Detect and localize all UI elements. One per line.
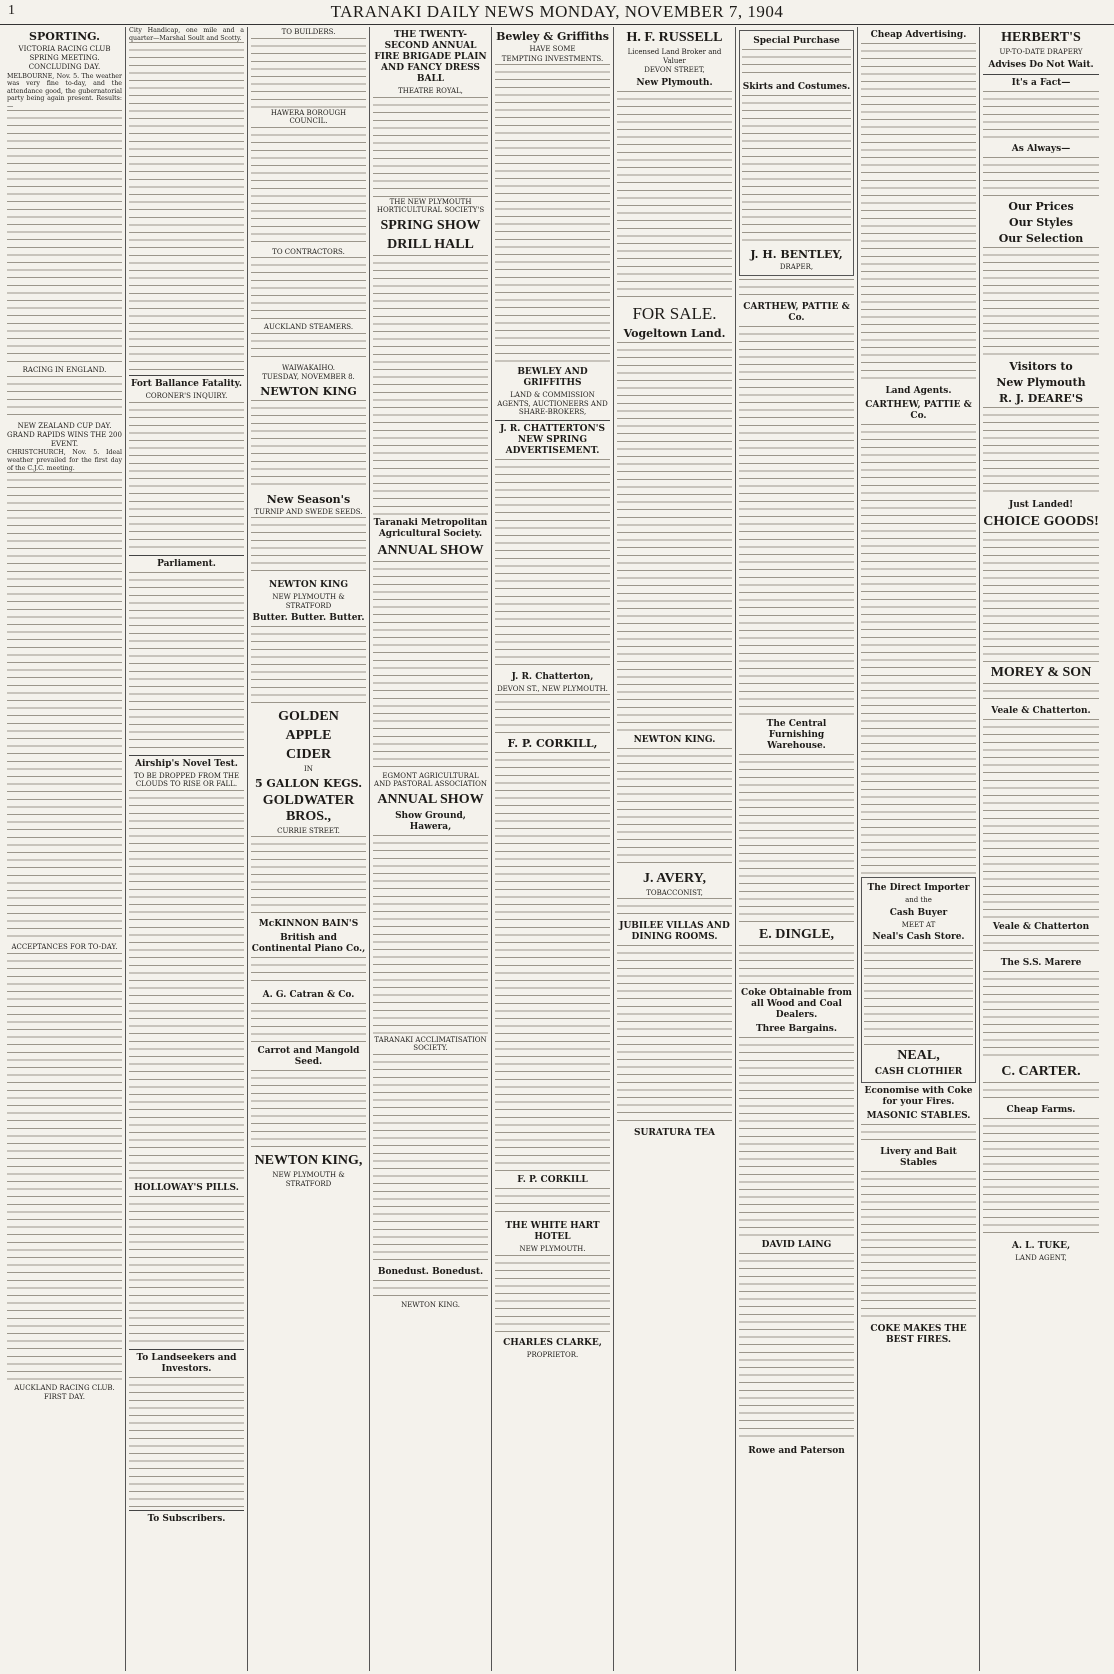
article-heading: NEW ZEALAND CUP DAY. bbox=[17, 421, 112, 430]
illegible-text-block bbox=[251, 127, 366, 247]
illegible-text-block bbox=[373, 1054, 488, 1264]
ad-subheading: EGMONT AGRICULTURAL AND PASTORAL ASSOCIATION bbox=[374, 771, 487, 788]
illegible-text-block bbox=[495, 752, 610, 1172]
illegible-text-block bbox=[495, 694, 610, 734]
ad-subheading: and the bbox=[905, 896, 932, 904]
ad-heading: Advises Do Not Wait. bbox=[988, 59, 1094, 70]
column-9 bbox=[980, 27, 1102, 1671]
ad-heading: Taranaki Metropolitan Agricultural Society. bbox=[373, 517, 488, 539]
illegible-text-block bbox=[251, 626, 366, 706]
illegible-text-block bbox=[983, 1082, 1099, 1102]
ad-heading: HAWERA BOROUGH COUNCIL. bbox=[270, 108, 347, 125]
illegible-text-block bbox=[983, 157, 1099, 197]
ad-heading: DAVID LAING bbox=[761, 1239, 832, 1250]
ad-heading: JUBILEE VILLAS AND DINING ROOMS. bbox=[619, 921, 730, 942]
divider bbox=[129, 375, 244, 376]
ad-subheading: NEW PLYMOUTH. bbox=[519, 1245, 586, 1253]
ad-heading: NEWTON KING. bbox=[633, 734, 716, 745]
ad-heading: Livery and Bait Stables bbox=[880, 1147, 957, 1168]
illegible-text-block bbox=[861, 43, 976, 383]
ad-heading: New Season's bbox=[266, 492, 351, 506]
ad-heading: SURATURA TEA bbox=[634, 1128, 715, 1138]
ad-heading: J. R. CHATTERTON'S NEW SPRING ADVERTISEMENT. bbox=[499, 423, 605, 456]
illegible-text-block bbox=[251, 836, 366, 916]
ad-heading: COKE MAKES THE BEST FIRES. bbox=[870, 1324, 967, 1345]
ad-heading: New Plymouth bbox=[996, 375, 1086, 389]
illegible-text-block bbox=[864, 945, 973, 1045]
illegible-text-block bbox=[129, 1196, 244, 1346]
illegible-text-block bbox=[983, 683, 1099, 703]
ad-subheading: LAND & COMMISSION AGENTS, AUCTIONEERS AND SHARE-BROKERS, bbox=[497, 391, 608, 416]
ad-heading: THE WHITE HART HOTEL bbox=[505, 1221, 600, 1242]
ad-heading: Special Purchase bbox=[753, 36, 840, 46]
illegible-text-block bbox=[129, 1377, 244, 1507]
divider bbox=[983, 74, 1099, 75]
ad-heading: British and Continental Piano Co., bbox=[251, 933, 366, 954]
ad-heading: CIDER bbox=[285, 747, 332, 762]
ad-heading: MOREY & SON bbox=[990, 664, 1092, 680]
illegible-text-block bbox=[251, 1070, 366, 1150]
ad-subheading: PROPRIETOR. bbox=[526, 1350, 579, 1359]
ad-heading: R. J. DEARE'S bbox=[998, 391, 1084, 405]
columns bbox=[0, 25, 1114, 1671]
ad-subheading: DEVON ST., NEW PLYMOUTH. bbox=[497, 684, 608, 693]
article-subheading: CORONER'S INQUIRY. bbox=[145, 392, 228, 401]
column-6 bbox=[614, 27, 736, 1671]
ad-heading: Three Bargains. bbox=[755, 1023, 838, 1034]
ad-heading: F. P. CORKILL, bbox=[507, 737, 598, 750]
illegible-text-block bbox=[7, 376, 122, 421]
article-subheading: FIRST DAY. bbox=[44, 1393, 85, 1402]
article-heading: HOLLOWAY'S PILLS. bbox=[134, 1182, 239, 1193]
ad-heading: Coke Obtainable from all Wood and Coal Dealers. bbox=[741, 987, 852, 1020]
illegible-text-block bbox=[739, 279, 854, 299]
illegible-text-block bbox=[373, 835, 488, 1035]
ad-subheading: TUESDAY, NOVEMBER 8. bbox=[262, 373, 355, 381]
ad-heading: ANNUAL SHOW bbox=[377, 791, 484, 807]
illegible-text-block bbox=[617, 342, 732, 732]
ad-subheading: CURRIE STREET. bbox=[277, 826, 340, 835]
illegible-text-block bbox=[251, 38, 366, 108]
article-heading: Fort Ballance Fatality. bbox=[131, 379, 242, 390]
ad-heading: NEWTON KING bbox=[260, 384, 357, 398]
ad-heading: Cash Buyer bbox=[889, 907, 948, 918]
ad-heading: C. CARTER. bbox=[1001, 1063, 1081, 1079]
ad-subheading: THE NEW PLYMOUTH HORTICULTURAL SOCIETY'S bbox=[376, 197, 485, 214]
ad-heading: SPRING SHOW bbox=[380, 217, 481, 233]
ad-heading: TO BUILDERS. bbox=[281, 28, 336, 36]
illegible-text-block bbox=[373, 255, 488, 515]
ad-heading: ANNUAL SHOW bbox=[377, 542, 484, 558]
ad-heading: Cheap Advertising. bbox=[870, 30, 967, 40]
ad-heading: F. P. CORKILL bbox=[517, 1175, 588, 1185]
article-heading: Parliament. bbox=[157, 558, 216, 569]
ad-heading: J. R. Chatterton, bbox=[511, 671, 594, 682]
ad-heading: HERBERT'S bbox=[1001, 30, 1081, 45]
ad-subheading: HAVE SOME bbox=[529, 45, 576, 53]
ad-heading: Vogeltown Land. bbox=[623, 326, 726, 340]
illegible-text-block bbox=[129, 402, 244, 552]
ad-heading: It's a Fact— bbox=[1011, 77, 1071, 88]
ad-heading: The Central Furnishing Warehouse. bbox=[766, 718, 827, 751]
illegible-text-block bbox=[129, 572, 244, 752]
ad-heading: AUCKLAND STEAMERS. bbox=[263, 323, 354, 331]
ad-heading: McKINNON BAIN'S bbox=[258, 919, 359, 929]
article-heading: Airship's Novel Test. bbox=[135, 758, 238, 769]
illegible-text-block bbox=[251, 517, 366, 577]
ad-heading: Carrot and Mangold Seed. bbox=[257, 1046, 360, 1067]
column-4 bbox=[370, 27, 492, 1671]
ad-heading: TO CONTRACTORS. bbox=[272, 247, 345, 256]
column-7 bbox=[736, 27, 858, 1671]
ad-subheading: THEATRE ROYAL, bbox=[398, 87, 463, 95]
ad-heading: Visitors to bbox=[1009, 359, 1073, 373]
ad-heading: E. DINGLE, bbox=[758, 926, 835, 942]
ad-heading: GOLDWATER BROS., bbox=[262, 792, 355, 824]
illegible-text-block bbox=[983, 532, 1099, 662]
illegible-text-block bbox=[861, 1171, 976, 1321]
ad-heading: J. H. BENTLEY, bbox=[750, 248, 843, 261]
ad-subheading: TEMPTING INVESTMENTS. bbox=[501, 54, 604, 63]
ad-heading: CHARLES CLARKE, bbox=[503, 1337, 602, 1348]
ad-subheading: DEVON STREET, bbox=[644, 66, 705, 74]
ad-heading: 5 GALLON KEGS. bbox=[254, 776, 363, 790]
article-heading: RACING IN ENGLAND. bbox=[22, 366, 107, 375]
ad-heading: J. AVERY, bbox=[643, 870, 706, 886]
ad-box bbox=[861, 877, 976, 1083]
illegible-text-block bbox=[251, 957, 366, 987]
ad-heading: NEAL, bbox=[897, 1048, 940, 1063]
illegible-text-block bbox=[251, 333, 366, 363]
ad-subheading: NEWTON KING. bbox=[401, 1300, 460, 1309]
illegible-text-block bbox=[373, 97, 488, 197]
illegible-text-block bbox=[373, 561, 488, 771]
column-8 bbox=[858, 27, 980, 1671]
illegible-text-block bbox=[739, 754, 854, 924]
illegible-text-block bbox=[983, 935, 1099, 955]
ad-heading: Veale & Chatterton bbox=[992, 921, 1090, 932]
ad-heading: New Plymouth. bbox=[636, 77, 713, 88]
illegible-text-block bbox=[742, 95, 851, 245]
ad-heading: H. F. RUSSELL bbox=[626, 30, 723, 45]
ad-box bbox=[739, 30, 854, 276]
divider bbox=[129, 555, 244, 556]
ad-subheading: Licensed Land Broker and Valuer bbox=[627, 48, 722, 65]
ad-heading: Bonedust. Bonedust. bbox=[377, 1266, 484, 1277]
ad-heading: GOLDEN bbox=[278, 709, 339, 724]
divider bbox=[129, 755, 244, 756]
ad-heading: Show Ground, Hawera, bbox=[395, 810, 466, 832]
illegible-text-block bbox=[7, 472, 122, 942]
illegible-text-block bbox=[983, 247, 1099, 357]
illegible-text-block bbox=[495, 1188, 610, 1218]
ad-heading: Economise with Coke for your Fires. bbox=[864, 1086, 973, 1107]
section-heading: SPORTING. bbox=[29, 30, 100, 43]
article-heading: ACCEPTANCES FOR TO-DAY. bbox=[11, 943, 118, 952]
ad-heading: Cheap Farms. bbox=[1006, 1104, 1076, 1115]
article-heading: AUCKLAND RACING CLUB. bbox=[14, 1383, 115, 1392]
illegible-text-block bbox=[983, 91, 1099, 141]
column-1 bbox=[4, 27, 126, 1671]
ad-heading: Butter. Butter. Butter. bbox=[252, 613, 365, 623]
illegible-text-block bbox=[739, 1253, 854, 1443]
article-heading: GRAND RAPIDS WINS THE 200 EVENT. bbox=[7, 431, 122, 448]
ad-heading: MASONIC STABLES. bbox=[866, 1111, 971, 1121]
illegible-text-block bbox=[983, 1118, 1099, 1238]
ad-heading: A. L. TUKE, bbox=[1011, 1240, 1071, 1251]
illegible-text-block bbox=[617, 748, 732, 868]
ad-subheading: UP-TO-DATE DRAPERY bbox=[999, 48, 1083, 56]
illegible-text-block bbox=[983, 719, 1099, 919]
ad-heading: Our Selection bbox=[998, 231, 1084, 245]
illegible-text-block bbox=[983, 407, 1099, 497]
ad-subheading: TARANAKI ACCLIMATISATION SOCIETY. bbox=[374, 1035, 487, 1052]
illegible-text-block bbox=[983, 971, 1099, 1061]
ad-subheading: TOBACCONIST, bbox=[646, 888, 703, 897]
ad-heading: CARTHEW, PATTIE & Co. bbox=[743, 301, 850, 323]
ad-heading: CARTHEW, PATTIE & Co. bbox=[865, 400, 972, 421]
ad-heading: Veale & Chatterton. bbox=[991, 705, 1091, 716]
ad-heading: WAIWAKAIHO. bbox=[282, 363, 335, 372]
ad-heading: CHOICE GOODS! bbox=[983, 513, 1099, 529]
article-subheading: CONCLUDING DAY. bbox=[28, 63, 101, 71]
divider bbox=[495, 420, 610, 421]
illegible-text-block bbox=[739, 1037, 854, 1237]
ad-heading: Rowe and Paterson bbox=[748, 1445, 845, 1456]
ad-subheading: IN bbox=[304, 765, 313, 773]
ad-heading: FOR SALE. bbox=[632, 303, 717, 323]
illegible-text-block bbox=[617, 945, 732, 1125]
ad-heading: Neal's Cash Store. bbox=[872, 932, 965, 942]
ad-subheading: MEET AT bbox=[901, 920, 936, 929]
ad-heading: APPLE bbox=[285, 728, 332, 743]
masthead bbox=[0, 0, 1114, 25]
ad-heading: As Always— bbox=[1011, 143, 1071, 154]
ad-subheading: LAND AGENT, bbox=[1015, 1253, 1067, 1262]
ad-heading: Skirts and Costumes. bbox=[742, 82, 851, 92]
illegible-text-block bbox=[617, 898, 732, 918]
illegible-text-block bbox=[129, 42, 244, 372]
ad-heading: Bewley & Griffiths bbox=[496, 30, 609, 43]
ad-subheading: TURNIP AND SWEDE SEEDS. bbox=[254, 507, 363, 516]
page-number: 1 bbox=[8, 3, 16, 18]
article-text: City Handicap, one mile and a quarter—Marshal Soult and Scotty. bbox=[129, 27, 244, 42]
illegible-text-block bbox=[7, 953, 122, 1383]
ad-heading: Just Landed! bbox=[1008, 499, 1074, 510]
ad-heading: BEWLEY AND GRIFFITHS bbox=[517, 367, 588, 388]
article-heading: VICTORIA RACING CLUB SPRING MEETING. bbox=[18, 45, 111, 62]
masthead-title: TARANAKI DAILY NEWS MONDAY, NOVEMBER 7, 1904 bbox=[330, 2, 784, 21]
ad-heading: A. G. Catran & Co. bbox=[262, 990, 355, 1000]
illegible-text-block bbox=[742, 49, 851, 79]
illegible-text-block bbox=[495, 64, 610, 364]
ad-heading: To Subscribers. bbox=[147, 1513, 226, 1524]
ad-heading: To Landseekers and Investors. bbox=[136, 1352, 237, 1374]
ad-heading: Our Styles bbox=[1009, 215, 1073, 229]
ad-heading: NEWTON KING, bbox=[254, 1153, 363, 1168]
column-2 bbox=[126, 27, 248, 1671]
illegible-text-block bbox=[251, 400, 366, 490]
ad-heading: NEWTON KING bbox=[268, 580, 349, 590]
article-subheading: TO BE DROPPED FROM THE CLOUDS TO RISE OR FALL. bbox=[133, 771, 240, 789]
illegible-text-block bbox=[373, 1280, 488, 1300]
ad-subheading: DRAPER, bbox=[779, 263, 814, 271]
ad-heading: THE TWENTY-SECOND ANNUAL FIRE BRIGADE PLAIN AND FANCY DRESS BALL bbox=[374, 30, 487, 84]
illegible-text-block bbox=[739, 945, 854, 985]
illegible-text-block bbox=[495, 459, 610, 669]
illegible-text-block bbox=[7, 110, 122, 365]
illegible-text-block bbox=[251, 257, 366, 322]
article-text: MELBOURNE, Nov. 5. The weather was very fine to-day, and the attendance good, the gubernatorial party being again present. Results:— bbox=[7, 72, 122, 110]
ad-heading: DRILL HALL bbox=[387, 236, 474, 252]
ad-heading: CASH CLOTHIER bbox=[874, 1067, 963, 1077]
column-5 bbox=[492, 27, 614, 1671]
illegible-text-block bbox=[129, 790, 244, 1180]
illegible-text-block bbox=[617, 91, 732, 301]
illegible-text-block bbox=[495, 1255, 610, 1335]
column-3 bbox=[248, 27, 370, 1671]
illegible-text-block bbox=[861, 1124, 976, 1144]
illegible-text-block bbox=[251, 1003, 366, 1043]
ad-heading: The S.S. Marere bbox=[1000, 957, 1082, 968]
illegible-text-block bbox=[861, 424, 976, 874]
ad-heading: Our Prices bbox=[1008, 199, 1074, 213]
ad-subheading: NEW PLYMOUTH & STRATFORD bbox=[272, 1171, 345, 1188]
divider bbox=[129, 1510, 244, 1511]
illegible-text-block bbox=[739, 326, 854, 716]
ad-heading: Land Agents. bbox=[885, 386, 952, 396]
article-text: CHRISTCHURCH, Nov. 5. Ideal weather prevailed for the first day of the C.J.C. meeting. bbox=[7, 449, 122, 472]
ad-heading: The Direct Importer bbox=[867, 883, 970, 893]
ad-subheading: NEW PLYMOUTH & STRATFORD bbox=[272, 593, 345, 610]
divider bbox=[129, 1349, 244, 1350]
